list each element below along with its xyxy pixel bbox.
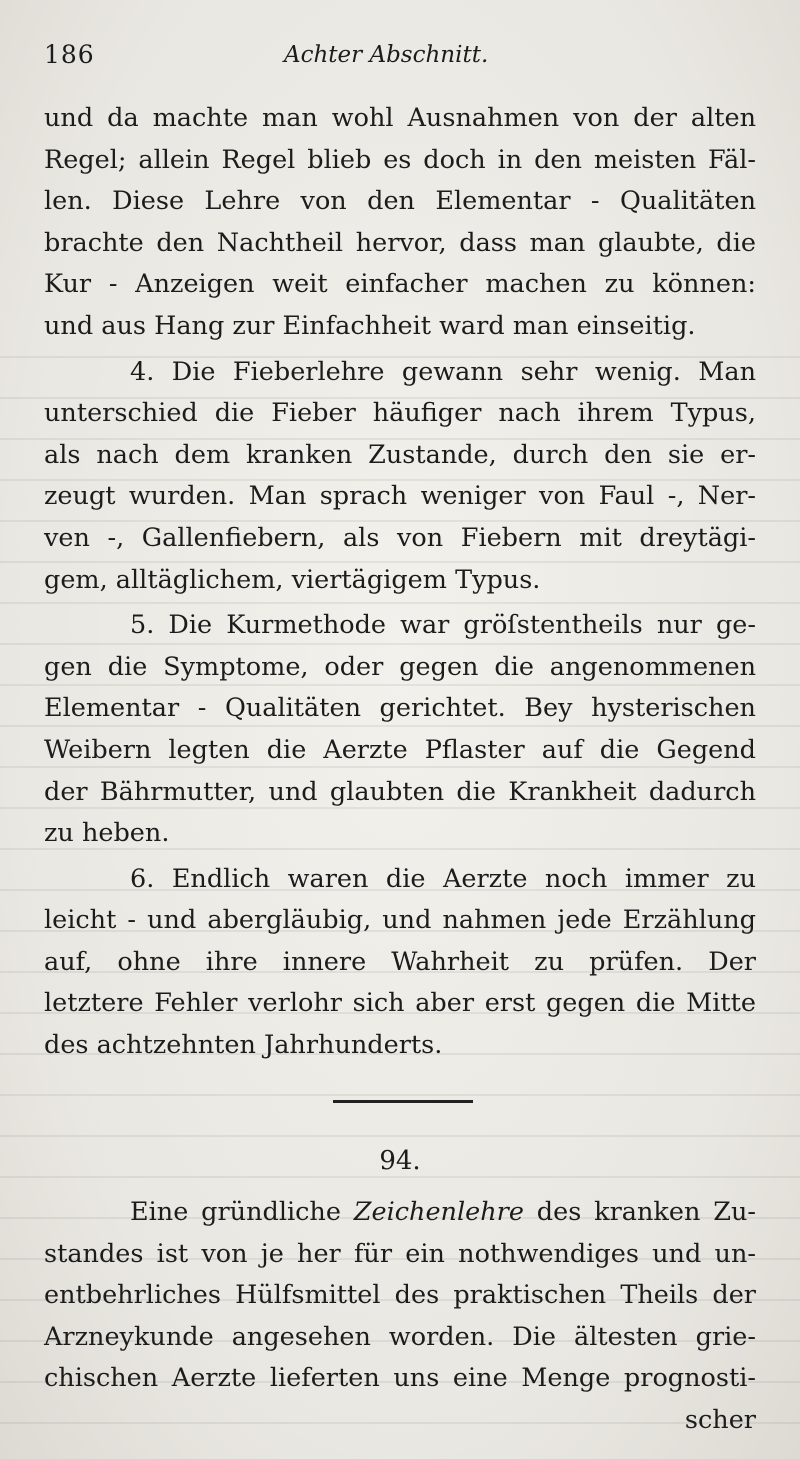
section-number: 94.	[379, 1146, 421, 1176]
page-number: 186	[44, 40, 95, 69]
text-line: und aus Hang zur Einfachheit ward man einseitig.	[44, 310, 696, 341]
text-run: des kranken Zu-	[523, 1197, 756, 1227]
text-line: des achtzehnten Jahrhunderts.	[44, 1030, 443, 1061]
text-line: standes ist von je her für ein nothwendiges und un-	[44, 1238, 756, 1269]
emphasized-term: Zeichenlehre	[353, 1197, 524, 1227]
text-line: gem, alltäglichem, viertägigem Typus.	[44, 564, 541, 595]
text-line: brachte den Nachtheil hervor, dass man glaubte, die	[44, 227, 756, 258]
catchword: scher	[684, 1404, 756, 1435]
page-header	[44, 40, 756, 80]
text-line: der Bährmutter, und glaubten die Krankheit dadurch	[44, 776, 756, 807]
text-line: Arzneykunde angesehen worden. Die ältesten grie-	[44, 1321, 756, 1352]
text-line: leicht - und abergläubig, und nahmen jede Erzählung	[44, 905, 756, 936]
text-line: letztere Fehler verlohr sich aber erst gegen die Mitte	[44, 988, 756, 1019]
text-line: ven -, Gallenfiebern, als von Fiebern mit dreytägi-	[44, 522, 756, 553]
text-line: chischen Aerzte lieferten uns eine Menge prognosti-	[44, 1363, 756, 1394]
text-line: Kur - Anzeigen weit einfacher machen zu können:	[44, 269, 756, 300]
text-line: 6. Endlich waren die Aerzte noch immer zu	[130, 863, 756, 894]
text-line	[44, 1192, 756, 1234]
text-line: unterschied die Fieber häufiger nach ihrem Typus,	[44, 398, 756, 429]
text-run: Eine gründliche	[130, 1197, 354, 1227]
text-line: Weibern legten die Aerzte Pflaster auf die Gegend	[44, 734, 756, 765]
paragraph	[44, 98, 756, 348]
section-divider	[333, 1100, 473, 1103]
text-line: zeugt wurden. Man sprach weniger von Faul -, Ner-	[44, 481, 756, 512]
paragraph	[44, 352, 756, 602]
paragraph	[44, 605, 756, 855]
text-line: 4. Die Fieberlehre gewann sehr wenig. Man	[130, 356, 756, 387]
text-line: len. Diese Lehre von den Elementar - Qualitäten	[44, 186, 756, 217]
text-line: auf, ohne ihre innere Wahrheit zu prüfen. Der	[44, 946, 756, 977]
section-text	[44, 1192, 756, 1442]
text-line: zu heben.	[44, 818, 170, 849]
paragraph	[44, 859, 756, 1067]
main-text	[44, 98, 756, 1071]
text-line: entbehrliches Hülfsmittel des praktischen Theils der	[44, 1280, 756, 1311]
text-line: gen die Symptome, oder gegen die angenommenen	[44, 651, 756, 682]
text-line: Elementar - Qualitäten gerichtet. Bey hysterischen	[44, 693, 756, 724]
running-head: Achter Abschnitt.	[284, 42, 489, 68]
text-line: als nach dem kranken Zustande, durch den sie er-	[44, 439, 756, 470]
text-line: 5. Die Kurmethode war gröſstentheils nur ge-	[130, 610, 756, 641]
text-line: und da machte man wohl Ausnahmen von der alten	[44, 103, 756, 133]
text-line: Regel; allein Regel blieb es doch in den meisten Fäl-	[44, 144, 756, 175]
